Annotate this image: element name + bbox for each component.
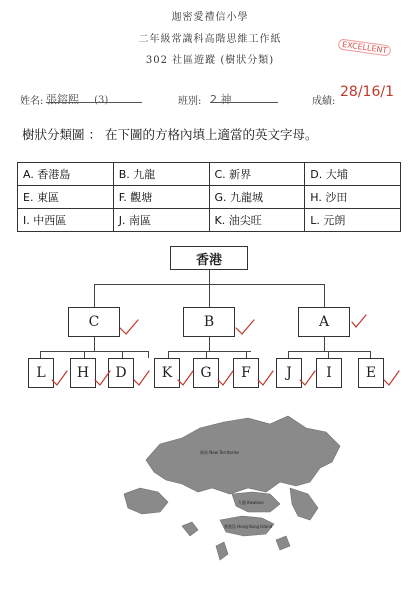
option-cell: H. 沙田 bbox=[305, 186, 401, 209]
class-value: 2 神 bbox=[210, 93, 232, 106]
connector bbox=[370, 351, 371, 358]
tick-icon bbox=[52, 371, 67, 385]
option-cell: B. 九龍 bbox=[113, 163, 209, 186]
connector bbox=[206, 351, 207, 358]
connector bbox=[288, 351, 370, 352]
connector bbox=[324, 337, 325, 351]
tree-level2-box: K bbox=[154, 358, 180, 388]
connector bbox=[250, 351, 251, 352]
connector bbox=[246, 351, 247, 358]
tree-level2-box: E bbox=[358, 358, 384, 388]
tree-level2-box: J bbox=[276, 358, 302, 388]
instruction-text: 樹狀分類圖 ： 在下圖的方格內填上適當的英文字母。 bbox=[22, 127, 318, 142]
name-field bbox=[46, 88, 142, 106]
tick-icon bbox=[120, 320, 138, 334]
tree-level2-box: G bbox=[193, 358, 219, 388]
tree-level1-box: A bbox=[298, 307, 350, 337]
connector bbox=[94, 284, 95, 307]
tree-level2-box: F bbox=[233, 358, 259, 388]
sai-kung-peninsula bbox=[290, 488, 318, 520]
connector bbox=[328, 351, 329, 358]
tree-level2-box: D bbox=[108, 358, 134, 388]
tick-icon bbox=[178, 371, 193, 385]
option-cell: E. 東區 bbox=[18, 186, 114, 209]
tree-level2-box: H bbox=[70, 358, 96, 388]
tick-icon bbox=[236, 320, 254, 334]
tick-icon bbox=[258, 371, 273, 385]
name-label: 姓名: bbox=[20, 96, 44, 107]
tree-level2-box: L bbox=[28, 358, 54, 388]
connector bbox=[168, 351, 250, 352]
options-row bbox=[18, 163, 401, 186]
option-cell: D. 大埔 bbox=[305, 163, 401, 186]
option-cell: A. 香港島 bbox=[18, 163, 114, 186]
worksheet-subtitle: 302 社區遊蹤 (樹狀分類) bbox=[145, 55, 275, 66]
connector bbox=[84, 351, 85, 358]
tick-icon bbox=[384, 371, 399, 385]
new-territories-landmass bbox=[146, 416, 340, 494]
class-field bbox=[210, 88, 278, 106]
score-value: 28/16/1 bbox=[340, 84, 394, 100]
map-label-kowloon: 九龍 Kowloon bbox=[238, 500, 264, 505]
map-label-nt: 新界 New Territories bbox=[200, 450, 240, 455]
option-cell: G. 九龍城 bbox=[209, 186, 305, 209]
hong-kong-map bbox=[120, 408, 410, 578]
tick-icon bbox=[218, 371, 233, 385]
worksheet-title: 二年級常識科高階思維工作紙 bbox=[138, 34, 282, 45]
options-row bbox=[18, 209, 401, 232]
connector bbox=[209, 284, 210, 307]
connector bbox=[122, 351, 123, 358]
connector bbox=[168, 351, 169, 358]
tick-icon bbox=[300, 371, 315, 385]
option-cell: I. 中西區 bbox=[18, 209, 114, 232]
option-cell: C. 新界 bbox=[209, 163, 305, 186]
tick-icon bbox=[134, 371, 149, 385]
connector bbox=[40, 351, 148, 352]
connector bbox=[94, 337, 95, 351]
tree-level1-box: B bbox=[183, 307, 235, 337]
lantau-island bbox=[124, 488, 168, 514]
options-table bbox=[17, 162, 401, 232]
student-number: (3) bbox=[94, 95, 109, 106]
connector bbox=[209, 337, 210, 351]
name-value: 張鎔熙 bbox=[46, 93, 79, 106]
excellent-stamp: EXCELLENT bbox=[337, 38, 391, 56]
school-name: 迦密愛禮信小學 bbox=[171, 12, 249, 23]
connector bbox=[148, 351, 149, 358]
tree-root-box: 香港 bbox=[170, 246, 248, 270]
score-label: 成績: bbox=[312, 96, 336, 107]
options-row bbox=[18, 186, 401, 209]
connector bbox=[209, 268, 210, 284]
lamma-island bbox=[216, 542, 228, 560]
option-cell: L. 元朗 bbox=[305, 209, 401, 232]
option-cell: J. 南區 bbox=[113, 209, 209, 232]
option-cell: F. 觀塘 bbox=[113, 186, 209, 209]
tree-level2-box: I bbox=[316, 358, 342, 388]
option-cell: K. 油尖旺 bbox=[209, 209, 305, 232]
class-label: 班別: bbox=[178, 96, 202, 107]
tree-level1-box: C bbox=[68, 307, 120, 337]
connector bbox=[40, 351, 41, 358]
map-label-hk-island: 香港島 Hong Kong Island bbox=[224, 524, 273, 529]
connector bbox=[324, 284, 325, 307]
tick-icon bbox=[352, 315, 366, 327]
connector bbox=[288, 351, 289, 358]
